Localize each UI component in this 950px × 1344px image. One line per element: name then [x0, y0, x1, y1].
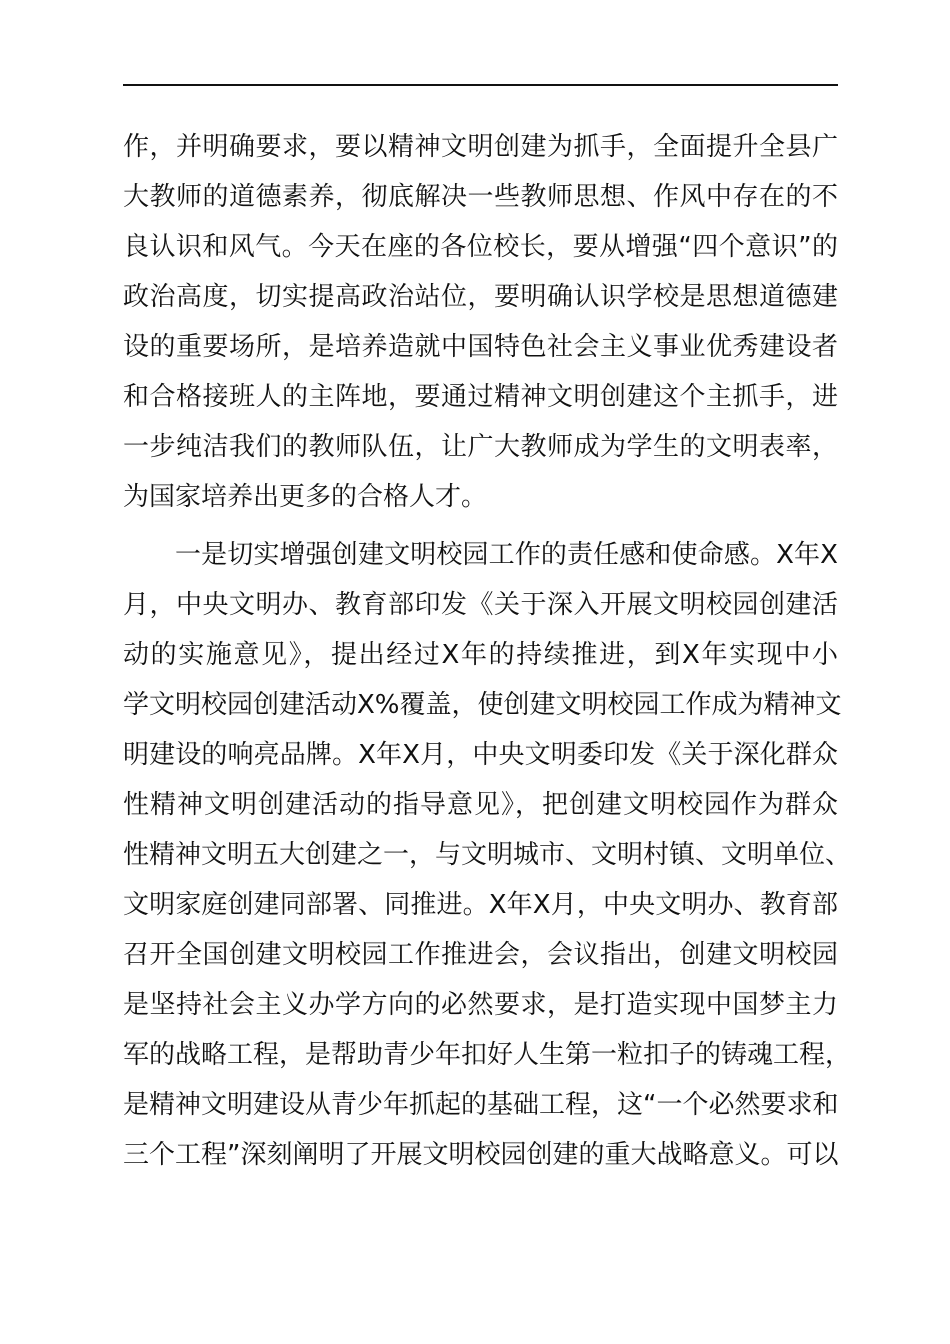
text-line: 大教师的道德素养，彻底解决一些教师思想、作风中存在的不	[123, 182, 838, 212]
text-line: 是精神文明建设从青少年抓起的基础工程，这“一个必然要求和	[123, 1090, 839, 1120]
text-line: 文明家庭创建同部署、同推进。X年X月，中央文明办、教育部	[123, 890, 838, 920]
text-line: 明建设的响亮品牌。X年X月，中央文明委印发《关于深化群众	[123, 740, 838, 770]
text-line: 性精神文明五大创建之一，与文明城市、文明村镇、文明单位、	[123, 840, 852, 870]
document-body	[123, 122, 852, 1180]
text-line: 召开全国创建文明校园工作推进会，会议指出，创建文明校园	[123, 940, 838, 970]
text-line: 月，中央文明办、教育部印发《关于深入开展文明校园创建活	[123, 590, 838, 620]
text-line: 军的战略工程，是帮助青少年扣好人生第一粒扣子的铸魂工程，	[123, 1040, 852, 1070]
paragraph-1	[123, 122, 838, 522]
paragraph-2	[123, 530, 852, 1180]
text-line: 作，并明确要求，要以精神文明创建为抓手，全面提升全县广	[123, 132, 838, 162]
paragraph-gap	[123, 522, 838, 530]
text-line: 学文明校园创建活动X%覆盖，使创建文明校园工作成为精神文	[123, 690, 842, 720]
text-line: 三个工程”深刻阐明了开展文明校园创建的重大战略意义。可以	[123, 1140, 839, 1170]
text-line: 设的重要场所，是培养造就中国特色社会主义事业优秀建设者	[123, 332, 838, 362]
header-rule	[123, 84, 838, 86]
text-line: 性精神文明创建活动的指导意见》，把创建文明校园作为群众	[123, 790, 838, 820]
text-line: 一步纯洁我们的教师队伍，让广大教师成为学生的文明表率，	[123, 432, 838, 462]
text-line: 一是切实增强创建文明校园工作的责任感和使命感。X年X	[175, 540, 838, 570]
text-line: 政治高度，切实提高政治站位，要明确认识学校是思想道德建	[123, 282, 838, 312]
text-line: 和合格接班人的主阵地，要通过精神文明创建这个主抓手，进	[123, 382, 838, 412]
text-line: 是坚持社会主义办学方向的必然要求，是打造实现中国梦主力	[123, 990, 838, 1020]
text-line: 为国家培养出更多的合格人才。	[123, 482, 488, 512]
text-line: 良认识和风气。今天在座的各位校长，要从增强“四个意识”的	[123, 232, 838, 262]
text-line: 动的实施意见》，提出经过X年的持续推进，到X年实现中小	[123, 640, 838, 670]
